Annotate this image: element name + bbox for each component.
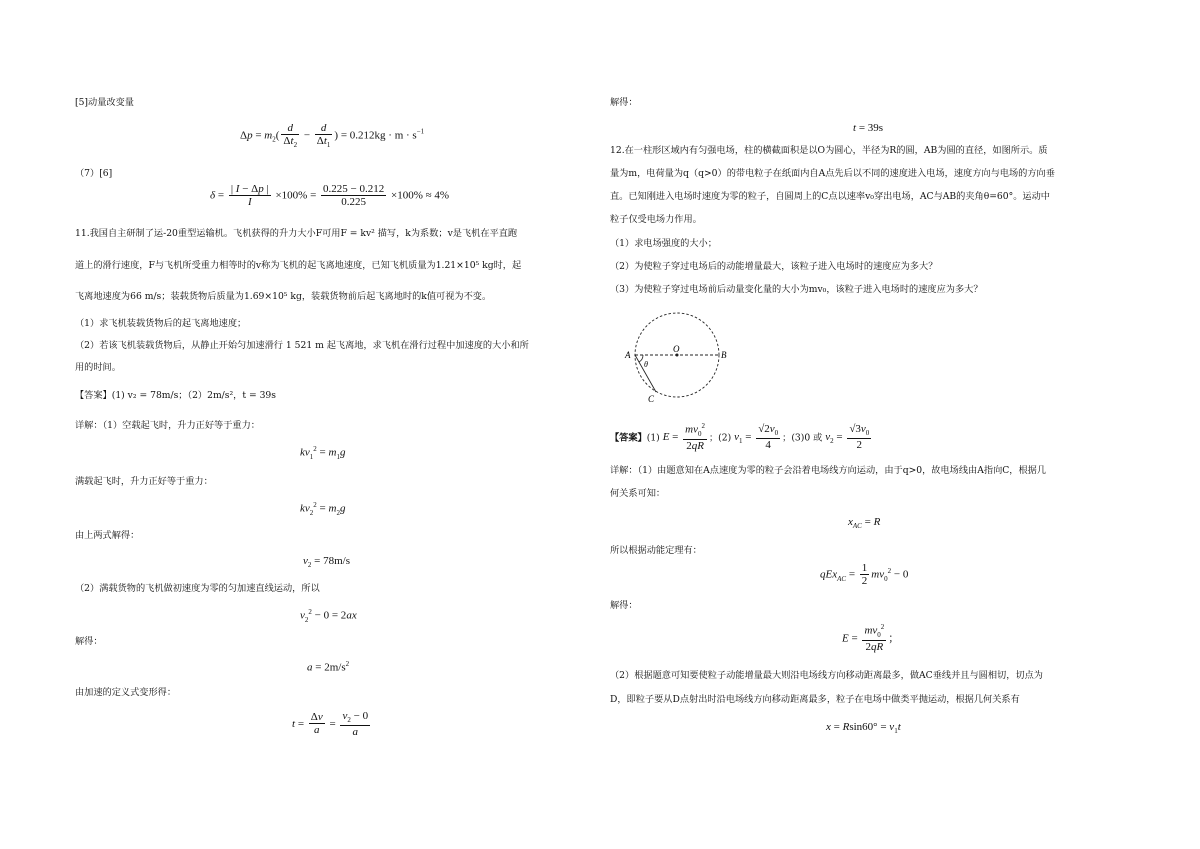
text-part-7: （7）[6] <box>75 168 113 179</box>
text-momentum-change: [5]动量改变量 <box>75 97 134 108</box>
question-12-line-3: 直。已知刚进入电场时速度为零的粒子，自圆周上的C点以速率v₀穿出电场，AC与AB的夹角θ=60°。运动中 <box>610 191 1050 202</box>
explanation-12-line-1b: 何关系可知： <box>610 488 666 499</box>
question-12-sub-3: （3）为使粒子穿过电场前后动量变化量的大小为mv₀，该粒子进入电场时的速度应为多大？ <box>610 284 983 295</box>
label-c: C <box>648 394 655 404</box>
question-12-answer: 【答案】(1) E = $\frac{mv_0^2}{2qR}$ ；(2) $v_1$ = $\frac{√2v_0}{4}$ ；(3)0 或 $v_2$ = $\frac{√3v_0}{2}$ <box>610 422 870 452</box>
circle-field-diagram <box>620 308 740 408</box>
equation-field-strength: E = $\frac{mv_0^2}{2qR}$ ； <box>842 623 900 653</box>
equation-kinematics: $v_2^2 - 0 = 2ax$ <box>300 608 357 624</box>
explanation-line-6: 由加速的定义式变形得： <box>75 687 177 698</box>
equation-loaded-lift: $kv_2^2 = m_2g$ <box>300 501 346 517</box>
explanation-line-1: 详解：（1）空载起飞时，升力正好等于重力： <box>75 420 260 431</box>
question-11-sub-2a: （2）若该飞机装载货物后，从静止开始匀加速滑行 1 521 m 起飞离地，求飞机在滑行过程中加速度的大小和所 <box>75 340 529 351</box>
question-11-line-1: 11.我国自主研制了运-20重型运输机。飞机获得的升力大小F可用F = kv² 描写，k为系数；v是飞机在平直跑 <box>75 228 518 239</box>
question-12-line-2: 量为m，电荷量为q（q>0）的带电粒子在纸面内自A点先后以不同的速度进入电场，速度方向与电场的方向垂 <box>610 168 1055 179</box>
label-b: B <box>721 350 727 360</box>
explanation-line-4: （2）满载货物的飞机做初速度为零的匀加速直线运动，所以 <box>75 583 320 594</box>
question-12-sub-1: （1）求电场强度的大小； <box>610 238 717 249</box>
question-11-line-2: 道上的滑行速度，F与飞机所受重力相等时的v称为飞机的起飞离地速度，已知飞机质量为1.21×10⁵ kg时，起 <box>75 260 522 271</box>
equation-takeoff-speed: $v_2 = 78m/s$ <box>303 555 350 570</box>
equation-time-result: t = 39s <box>853 122 884 134</box>
question-11-answer: 【答案】(1) v₂ = 78m/s；（2）2m/s²，t = 39s <box>75 390 276 401</box>
explanation-12-line-3: 解得： <box>610 600 638 611</box>
question-12-sub-2: （2）为使粒子穿过电场后的动能增量最大，该粒子进入电场时的速度应为多大？ <box>610 261 938 272</box>
angle-arc <box>639 355 643 362</box>
label-a: A <box>625 350 631 360</box>
explanation-12-line-2: 所以根据动能定理有： <box>610 545 702 556</box>
explanation-12-line-4a: （2）根据题意可知要使粒子动能增量最大则沿电场线方向移动距离最多，做AC垂线并且与圆相切，切点为 <box>610 670 1043 681</box>
label-theta: θ <box>644 360 648 369</box>
label-o: O <box>673 344 680 354</box>
question-11-sub-1: （1）求飞机装载货物后的起飞离地速度； <box>75 318 247 329</box>
equation-xac: $x_{AC} = R$ <box>848 516 881 531</box>
question-12-line-1: 12.在一柱形区域内有匀强电场，柱的横截面积是以O为圆心，半径为R的圆，AB为圆的直径，如图所示。质 <box>610 145 1048 156</box>
explanation-line-2: 满载起飞时，升力正好等于重力： <box>75 476 213 487</box>
equation-relative-error: δ = $\frac{| I - \Delta p |}{I}$ ×100% = $\frac{0.225 - 0.212}{0.225}$ ×100% ≈ 4% <box>210 183 450 209</box>
equation-empty-lift: $kv_1^2 = m_1g$ <box>300 445 346 461</box>
explanation-line-3: 由上两式解得： <box>75 530 140 541</box>
equation-displacement: $x = Rsin60^\circ = v_1t$ <box>826 721 901 736</box>
equation-acceleration: $a = 2m/s^2$ <box>307 660 350 674</box>
equation-momentum-change: $\Delta p = m_2$( $\frac{d}{\Delta t_2}$ − $\frac{d}{\Delta t_1}$ ) = $0.212kg \cdot m \cdot s^{-1}$ <box>240 122 425 150</box>
explanation-line-5: 解得： <box>75 636 103 647</box>
text-solve: 解得： <box>610 97 638 108</box>
equation-work-energy: qEx$_{AC}$ = $\frac{1}{2}$ $mv_0^2 - 0$ <box>820 562 909 588</box>
equation-time: t = $\frac{\Delta v}{a}$ = $\frac{v_2 - 0}{a}$ <box>292 710 369 738</box>
question-11-sub-2b: 用的时间。 <box>75 362 121 373</box>
question-11-line-3: 飞离地速度为66 m/s；装载货物后质量为1.69×10⁵ kg，装载货物前后起飞离地时的k值可视为不变。 <box>75 291 492 302</box>
explanation-12-line-1a: 详解：（1）由题意知在A点速度为零的粒子会沿着电场线方向运动，由于q>0，故电场线由A指向C，根据几 <box>610 465 1047 476</box>
explanation-12-line-4b: D，即粒子要从D点射出时沿电场线方向移动距离最多，粒子在电场中做类平抛运动，根据几何关系有 <box>610 694 1020 705</box>
question-12-line-4: 粒子仅受电场力作用。 <box>610 214 702 225</box>
